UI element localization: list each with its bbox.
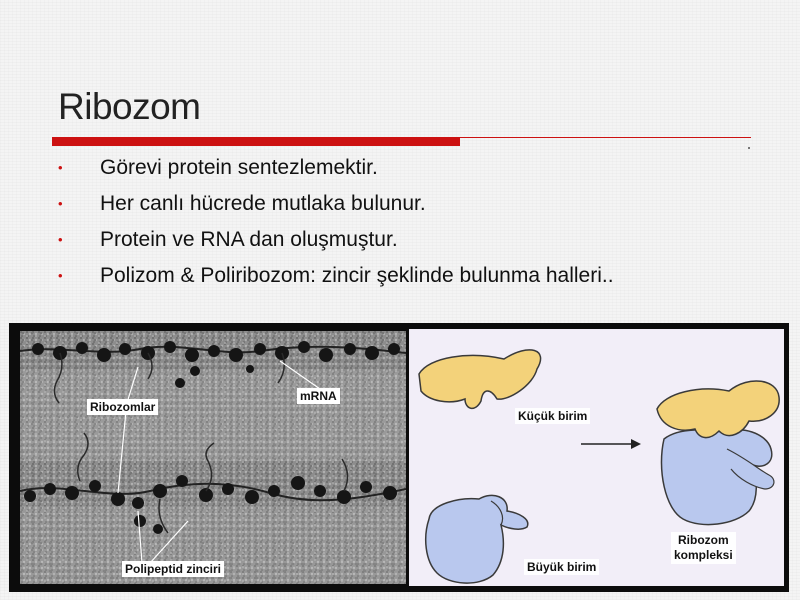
ribosome-complex-label — [671, 532, 736, 564]
subunit-diagram — [409, 329, 784, 586]
bullet-icon: • — [58, 160, 63, 175]
micrograph-image — [20, 331, 406, 584]
ribosome-complex-label-line1: Ribozom — [678, 533, 729, 547]
bullet-text: Protein ve RNA dan oluşmuştur. — [100, 228, 398, 251]
bullet-text: Görevi protein sentezlemektir. — [100, 156, 378, 179]
polypeptide-label: Polipeptid zinciri — [122, 561, 224, 577]
title-underline-thick — [52, 137, 460, 146]
bullet-icon: • — [58, 196, 63, 211]
ribosome-figure — [9, 323, 789, 592]
large-subunit-label: Büyük birim — [524, 559, 599, 575]
title-underline-end-mark — [748, 147, 750, 149]
bullet-icon: • — [58, 232, 63, 247]
complex-small-subunit-shape — [657, 381, 779, 438]
title-underline-thin — [460, 137, 751, 138]
bullet-text: Polizom & Poliribozom: zincir şeklinde bulunma halleri.. — [100, 264, 614, 287]
ribosome-complex-label-line2: kompleksi — [674, 548, 733, 562]
polysome-micrograph — [20, 331, 406, 584]
ribosomes-label: Ribozomlar — [87, 399, 158, 415]
small-subunit-label: Küçük birim — [515, 408, 590, 424]
bullet-text: Her canlı hücrede mutlaka bulunur. — [100, 192, 426, 215]
small-subunit-shape — [419, 350, 541, 409]
mrna-label: mRNA — [297, 388, 340, 404]
bullet-icon: • — [58, 268, 63, 283]
large-subunit-shape — [426, 495, 528, 583]
slide-title: Ribozom — [58, 86, 201, 127]
